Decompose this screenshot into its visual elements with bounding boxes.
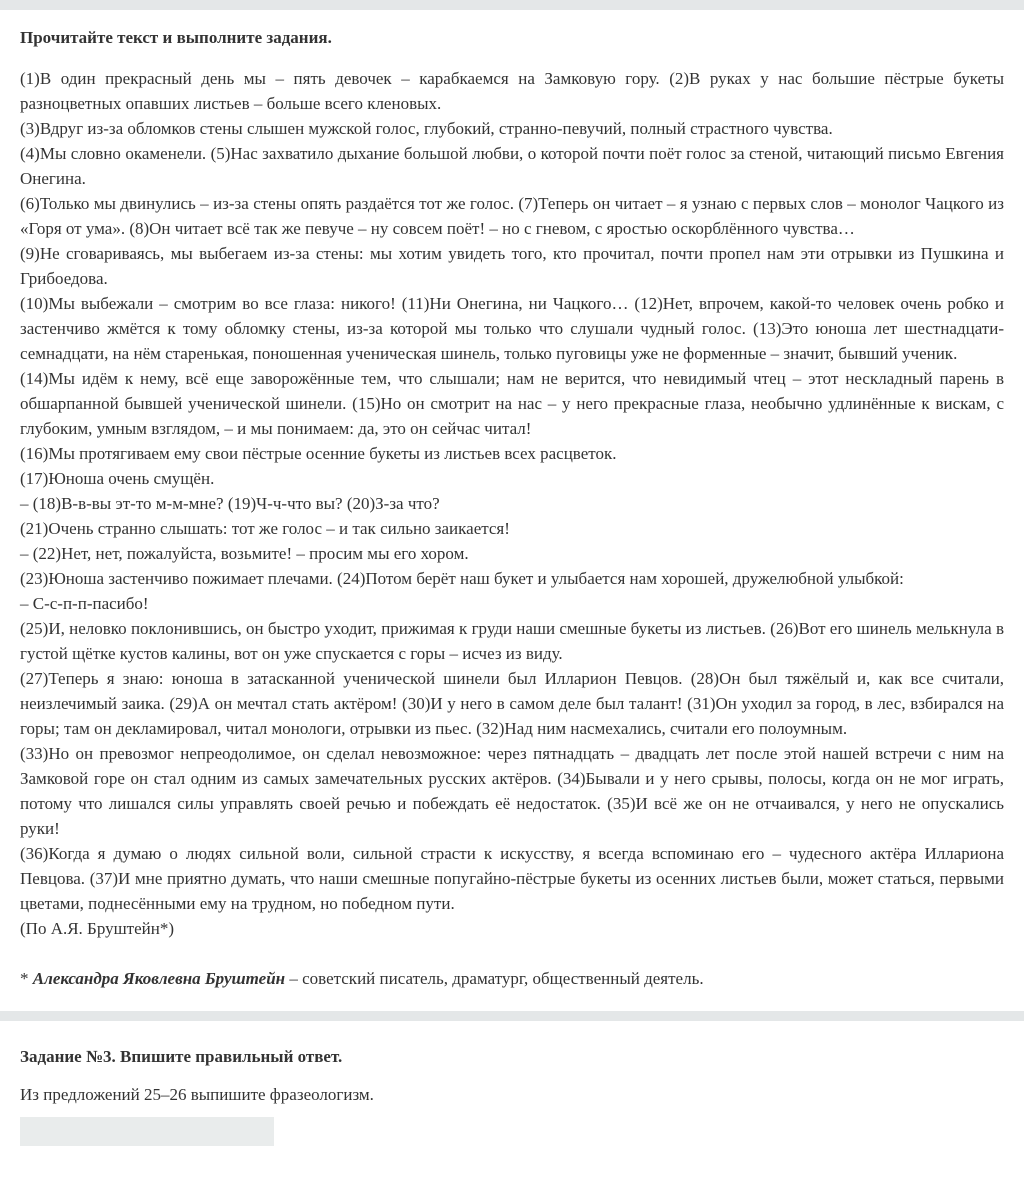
paragraph: (27)Теперь я знаю: юноша в затасканной ученической шинели был Илларион Певцов. (28)Он был тяжёлый и, как все считали, неизлечимый заика. (29)А он мечтал стать актёром! (30)И у него в самом деле был талант! (31)Он уходил за город, в лес, взбирался на горы; там он декламировал, читал монологи, отрывки из пьес. (32)Над ним насмехались, считали его полоумным. — [20, 669, 1004, 738]
paragraph: (17)Юноша очень смущён. — [20, 469, 215, 488]
reading-heading: Прочитайте текст и выполните задания. — [20, 28, 332, 47]
paragraph: (3)Вдруг из-за обломков стены слышен мужской голос, глубокий, странно-певучий, полный страстного чувства. — [20, 119, 833, 138]
spacer — [20, 941, 1004, 966]
task-question: Из предложений 25–26 выпишите фразеологизм. — [20, 1085, 374, 1104]
footnote — [20, 966, 1004, 991]
footnote-author-name: Александра Яковлевна Бруштейн — [32, 969, 286, 988]
footnote-description: – советский писатель, драматург, общественный деятель. — [285, 969, 704, 988]
paragraph: (25)И, неловко поклонившись, он быстро уходит, прижимая к груди наши смешные букеты из листьев. (26)Вот его шинель мелькнула в густой щётке кустов калины, вот он уже спускается с горы – исчез из виду. — [20, 619, 1004, 663]
paragraph: (14)Мы идём к нему, всё еще заворожённые тем, что слышали; нам не верится, что невидимый чтец – этот нескладный парень в обшарпанной бывшей ученической шинели. (15)Но он смотрит на нас – у него прекрасные глаза, необычно удлинённые к вискам, с глубоким, умным взглядом, – и мы понимаем: да, это он сейчас читал! — [20, 369, 1004, 438]
paragraph: (16)Мы протягиваем ему свои пёстрые осенние букеты из листьев всех расцветок. — [20, 444, 617, 463]
paragraph: (23)Юноша застенчиво пожимает плечами. (24)Потом берёт наш букет и улыбается нам хорошей, дружелюбной улыбкой: — [20, 569, 904, 588]
paragraph: (4)Мы словно окаменели. (5)Нас захватило дыхание большой любви, о которой почти поёт голос за стеной, читающий письмо Евгения Онегина. — [20, 144, 1004, 188]
paragraph: (6)Только мы двинулись – из-за стены опять раздаётся тот же голос. (7)Теперь он читает – я узнаю с первых слов – монолог Чацкого из «Горя от ума». (8)Он читает всё так же певуче – ну совсем поёт! – но с гневом, с яростью оскорблённого чувства… — [20, 194, 1004, 238]
task-section — [0, 1021, 1024, 1146]
footnote-marker: * — [20, 969, 33, 988]
reading-text-section — [0, 10, 1024, 1011]
top-separator — [0, 0, 1024, 10]
paragraph: (33)Но он превозмог непреодолимое, он сделал невозможное: через пятнадцать – двадцать лет после этой нашей встречи с ним на Замковой горе он стал одним из самых замечательных русских актёров. (34)Бывали и у него срывы, полосы, когда он не мог играть, потому что лишался силы управлять своей речью и побеждать её недостаток. (35)И всё же он не отчаивался, у него не опускались руки! — [20, 744, 1004, 838]
paragraph: (21)Очень странно слышать: тот же голос – и так сильно заикается! — [20, 519, 510, 538]
paragraph: (36)Когда я думаю о людях сильной воли, сильной страсти к искусству, я всегда вспоминаю его – чудесного актёра Иллариона Певцова. (37)И мне приятно думать, что наши смешные попугайно-пёстрые букеты из осенних листьев были, может статься, первыми цветами, поднесёнными ему на трудном, но победном пути. — [20, 844, 1004, 913]
task-heading: Задание №3. Впишите правильный ответ. — [20, 1047, 343, 1066]
paragraph: (1)В один прекрасный день мы – пять девочек – карабкаемся на Замковую гору. (2)В руках у нас большие пёстрые букеты разноцветных опавших листьев – больше всего кленовых. — [20, 69, 1004, 113]
section-separator — [0, 1011, 1024, 1021]
paragraph: – С-с-п-п-пасибо! — [20, 594, 149, 613]
answer-input[interactable] — [20, 1117, 274, 1146]
paragraph: (9)Не сговариваясь, мы выбегаем из-за стены: мы хотим увидеть того, кто прочитал, почти пропел нам эти отрывки из Пушкина и Грибоедова. — [20, 244, 1004, 288]
paragraph: – (22)Нет, нет, пожалуйста, возьмите! – просим мы его хором. — [20, 544, 469, 563]
paragraph: (10)Мы выбежали – смотрим во все глаза: никого! (11)Ни Онегина, ни Чацкого… (12)Нет, впрочем, какой-то человек очень робко и застенчиво жмётся к тому обломку стены, из-за которой мы только что слушали чудный голос. (13)Это юноша лет шестнадцати-семнадцати, на нём старенькая, поношенная ученическая шинель, только пуговицы уже не форменные – значит, бывший ученик. — [20, 294, 1004, 363]
paragraph: – (18)В-в-вы эт-то м-м-мне? (19)Ч-ч-что вы? (20)З-за что? — [20, 494, 440, 513]
passage — [20, 66, 1004, 991]
source-attribution: (По А.Я. Бруштейн*) — [20, 919, 175, 938]
